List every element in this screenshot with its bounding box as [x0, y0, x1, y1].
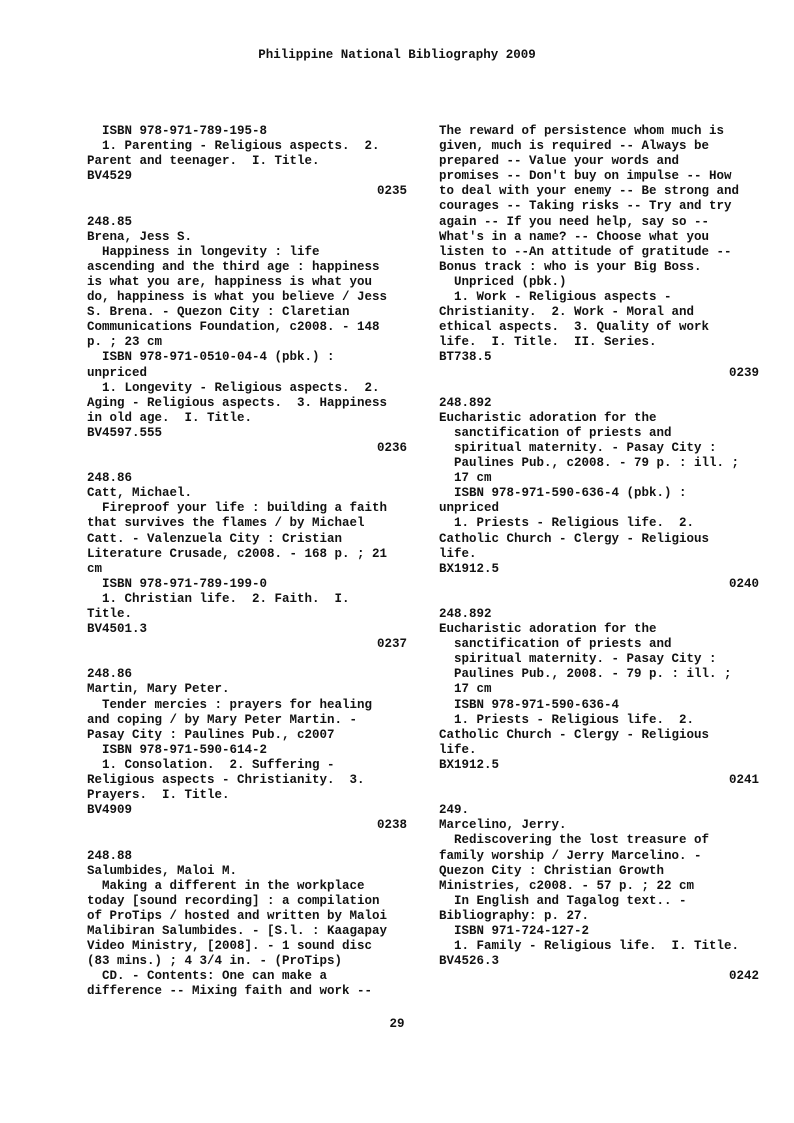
- entry-line: 1. Parenting - Religious aspects. 2.: [87, 139, 380, 154]
- entry-number: 0242: [728, 969, 759, 984]
- entry-line: Salumbides, Maloi M.: [87, 863, 238, 878]
- entry-number: 0236: [376, 440, 407, 455]
- entry-line: BV4526.3: [439, 954, 500, 969]
- entry-line: in old age. I. Title.: [87, 410, 253, 425]
- entry-line: 249.: [439, 803, 470, 818]
- entry-line: ascending and the third age : happiness: [87, 259, 380, 274]
- entry-number: 0240: [728, 576, 759, 591]
- entry-line: Happiness in longevity : life: [87, 244, 320, 259]
- page-number: 29: [389, 1017, 405, 1031]
- entry-line: spiritual maternity. - Pasay City :: [439, 652, 717, 667]
- entry-line: [87, 199, 407, 214]
- entry-line: 1. Priests - Religious life. 2.: [439, 712, 695, 727]
- entry-line: [87, 652, 407, 667]
- entry-line: listen to --An attitude of gratitude --: [439, 244, 732, 259]
- entry-line: 248.86: [87, 471, 133, 486]
- entry-line: sanctification of priests and: [439, 637, 672, 652]
- entry-line: [87, 833, 407, 848]
- entry-line: Making a different in the workplace: [87, 878, 365, 893]
- entry-line: Tender mercies : prayers for healing: [87, 697, 373, 712]
- entry-line: 17 cm: [439, 471, 492, 486]
- entry-number: 0238: [376, 818, 407, 833]
- entry-line: BX1912.5: [439, 757, 500, 772]
- entry-line: sanctification of priests and: [439, 425, 672, 440]
- entry-line: In English and Tagalog text.. -: [439, 893, 687, 908]
- entry-line: of ProTips / hosted and written by Maloi: [87, 908, 388, 923]
- entry-line: that survives the flames / by Michael: [87, 516, 365, 531]
- entry-line: Religious aspects - Christianity. 3.: [87, 773, 365, 788]
- entry-line: 1. Christian life. 2. Faith. I.: [87, 591, 350, 606]
- entry-line: cm: [87, 561, 103, 576]
- entry-line: 1. Work - Religious aspects -: [439, 290, 672, 305]
- entry-line: Catt. - Valenzuela City : Cristian: [87, 531, 343, 546]
- right-column: [439, 124, 759, 984]
- entry-line: [87, 456, 407, 471]
- entry-line: ISBN 978-971-789-199-0: [87, 576, 268, 591]
- entry-line: unpriced: [87, 365, 148, 380]
- entry-line: 1. Family - Religious life. I. Title.: [439, 939, 740, 954]
- entry-line: 17 cm: [439, 682, 492, 697]
- entry-line: Catholic Church - Clergy - Religious: [439, 531, 710, 546]
- entry-line: 248.892: [439, 395, 492, 410]
- entry-line: do, happiness is what you believe / Jess: [87, 290, 388, 305]
- entry-line: ISBN 978-971-590-636-4 (pbk.) :: [439, 486, 687, 501]
- entry-line: and coping / by Mary Peter Martin. -: [87, 712, 358, 727]
- entry-line: BX1912.5: [439, 561, 500, 576]
- entry-line: unpriced: [439, 501, 500, 516]
- entry-line: promises -- Don't buy on impulse -- How: [439, 169, 732, 184]
- entry-line: life.: [439, 742, 477, 757]
- entry-line: life.: [439, 546, 477, 561]
- left-column: [87, 124, 407, 999]
- entry-line: 248.85: [87, 214, 133, 229]
- entry-line: Communications Foundation, c2008. - 148: [87, 320, 380, 335]
- entry-line: Malibiran Salumbides. - [S.l. : Kaagapay: [87, 923, 388, 938]
- entry-line: Brena, Jess S.: [87, 229, 193, 244]
- entry-line: CD. - Contents: One can make a: [87, 969, 328, 984]
- entry-line: S. Brena. - Quezon City : Claretian: [87, 305, 350, 320]
- entry-line: [439, 592, 759, 607]
- entry-line: Bonus track : who is your Big Boss.: [439, 259, 702, 274]
- entry-line: ISBN 978-971-590-614-2: [87, 742, 268, 757]
- entry-line: given, much is required -- Always be: [439, 139, 710, 154]
- entry-line: Paulines Pub., c2008. - 79 p. : ill. ;: [439, 456, 740, 471]
- entry-number: 0241: [728, 773, 759, 788]
- entry-line: ISBN 978-971-590-636-4: [439, 697, 620, 712]
- entry-line: ISBN 971-724-127-2: [439, 923, 590, 938]
- entry-line: is what you are, happiness is what you: [87, 274, 373, 289]
- entry-line: 1. Consolation. 2. Suffering -: [87, 757, 335, 772]
- entry-line: ISBN 978-971-0510-04-4 (pbk.) :: [87, 350, 335, 365]
- entry-line: again -- If you need help, say so --: [439, 214, 710, 229]
- entry-line: Prayers. I. Title.: [87, 788, 230, 803]
- entry-line: family worship / Jerry Marcelino. -: [439, 848, 702, 863]
- entry-line: Pasay City : Paulines Pub., c2007: [87, 727, 335, 742]
- entry-line: Christianity. 2. Work - Moral and: [439, 305, 695, 320]
- entry-number: 0235: [376, 184, 407, 199]
- entry-line: BT738.5: [439, 350, 492, 365]
- entry-line: Ministries, c2008. - 57 p. ; 22 cm: [439, 878, 695, 893]
- entry-line: Paulines Pub., 2008. - 79 p. : ill. ;: [439, 667, 732, 682]
- entry-line: 1. Longevity - Religious aspects. 2.: [87, 380, 380, 395]
- entry-line: today [sound recording] : a compilation: [87, 893, 380, 908]
- entry-line: Aging - Religious aspects. 3. Happiness: [87, 395, 388, 410]
- running-header: Philippine National Bibliography 2009: [258, 48, 536, 62]
- entry-line: What's in a name? -- Choose what you: [439, 229, 710, 244]
- entry-line: [439, 788, 759, 803]
- entry-line: Title.: [87, 607, 133, 621]
- entry-line: to deal with your enemy -- Be strong and: [439, 184, 740, 199]
- entry-line: 248.892: [439, 607, 492, 621]
- entry-line: Catholic Church - Clergy - Religious: [439, 727, 710, 742]
- entry-line: Catt, Michael.: [87, 486, 193, 501]
- entry-line: Literature Crusade, c2008. - 168 p. ; 21: [87, 546, 388, 561]
- entry-number: 0239: [728, 365, 759, 380]
- entry-line: p. ; 23 cm: [87, 335, 163, 350]
- entry-line: Quezon City : Christian Growth: [439, 863, 665, 878]
- entry-line: ISBN 978-971-789-195-8: [87, 124, 268, 138]
- entry-line: courages -- Taking risks -- Try and try: [439, 199, 732, 214]
- entry-line: Marcelino, Jerry.: [439, 818, 567, 833]
- entry-line: (83 mins.) ; 4 3/4 in. - (ProTips): [87, 954, 343, 969]
- entry-line: prepared -- Value your words and: [439, 154, 680, 169]
- entry-line: life. I. Title. II. Series.: [439, 335, 657, 350]
- entry-line: Bibliography: p. 27.: [439, 908, 590, 923]
- entry-number: 0237: [376, 637, 407, 652]
- entry-line: BV4597.555: [87, 425, 163, 440]
- entry-line: BV4501.3: [87, 622, 148, 637]
- entry-line: 248.88: [87, 848, 133, 863]
- entry-line: Rediscovering the lost treasure of: [439, 833, 710, 848]
- entry-line: Unpriced (pbk.): [439, 274, 567, 289]
- entry-line: Martin, Mary Peter.: [87, 682, 230, 697]
- entry-line: BV4529: [87, 169, 133, 184]
- entry-line: Eucharistic adoration for the: [439, 410, 657, 425]
- entry-line: BV4909: [87, 803, 133, 818]
- entry-line: difference -- Mixing faith and work --: [87, 984, 373, 999]
- entry-line: [439, 381, 759, 396]
- entry-line: 1. Priests - Religious life. 2.: [439, 516, 695, 531]
- entry-line: Eucharistic adoration for the: [439, 622, 657, 637]
- entry-line: ethical aspects. 3. Quality of work: [439, 320, 710, 335]
- entry-line: spiritual maternity. - Pasay City :: [439, 440, 717, 455]
- entry-line: Parent and teenager. I. Title.: [87, 154, 320, 169]
- entry-line: The reward of persistence whom much is: [439, 124, 725, 138]
- entry-line: Video Ministry, [2008]. - 1 sound disc: [87, 939, 373, 954]
- entry-line: Fireproof your life : building a faith: [87, 501, 388, 516]
- entry-line: 248.86: [87, 667, 133, 682]
